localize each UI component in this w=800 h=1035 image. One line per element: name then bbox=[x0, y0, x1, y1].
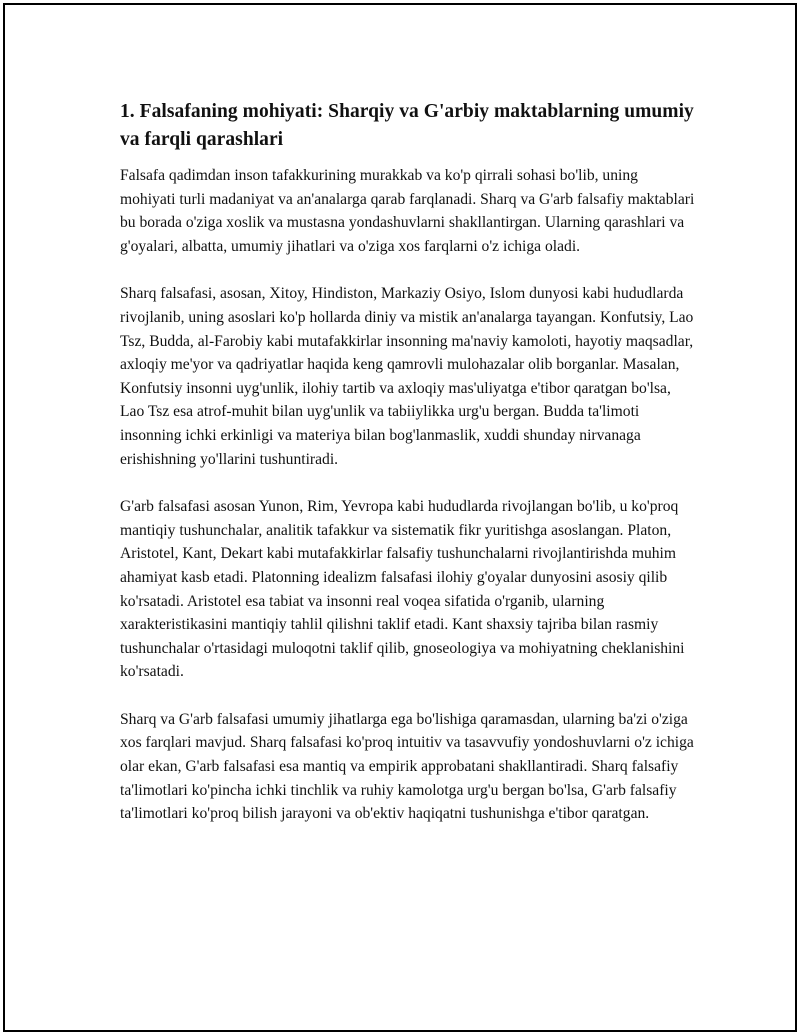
paragraph-western-philosophy: G'arb falsafasi asosan Yunon, Rim, Yevropa kabi hududlarda rivojlangan bo'lib, u ko'proq mantiqiy tushunchalar, analitik tafakkur va sistematik fikr yuritishga asoslangan. Platon, Aristotel, Kant, Dekart kabi mutafakkirlar falsafiy tushunchalarni rivojlantirishda muhim ahamiyat kasb etadi. Platonning idealizm falsafasi ilohiy g'oyalar dunyosini asosiy qilib ko'rsatadi. Aristotel esa tabiat va insonni real voqea sifatida o'rganib, ularning xarakteristikasini mantiqiy tahlil qilishni taklif etadi. Kant shaxsiy tajriba bilan rasmiy tushunchalar o'rtasidagi muloqotni taklif qilib, gnoseologiya va mohiyatning cheklanishini ko'rsatadi. bbox=[120, 498, 685, 681]
paragraph-intro: Falsafa qadimdan inson tafakkurining murakkab va ko'p qirrali sohasi bo'lib, uning mohiyati turli madaniyat va an'analarga qarab farqlanadi. Sharq va G'arb falsafiy maktablari bu borada o'ziga xoslik va mustasna yondashuvlarni shakllantirgan. Ularning qarashlari va g'oyalari, albatta, umumiy jihatlari va o'ziga xos farqlarni o'z ichiga oladi. bbox=[120, 167, 695, 255]
paragraph-eastern-philosophy: Sharq falsafasi, asosan, Xitoy, Hindiston, Markaziy Osiyo, Islom dunyosi kabi hududlarda rivojlanib, uning asoslari ko'p hollarda diniy va mistik an'analarga tayangan. Konfutsiy, Lao Tsz, Budda, al-Farobiy kabi mutafakkirlar insonning ma'naviy kamoloti, hayotiy maqsadlar, axloqiy me'yor va qadriyatlar haqida keng qamrovli mulohazalar olib borganlar. Masalan, Konfutsiy insonni uyg'unlik, ilohiy tartib va axloqiy mas'uliyatga e'tibor qaratgan bo'lsa, Lao Tsz esa atrof-muhit bilan uyg'unlik va tabiiylikka urg'u bergan. Budda ta'limoti insonning ichki erkinligi va materiya bilan bog'lanmaslik, xuddi shunday nirvanaga erishishning yo'llarini tushuntiradi. bbox=[120, 285, 694, 468]
document-body bbox=[120, 98, 695, 850]
paragraph-comparison: Sharq va G'arb falsafasi umumiy jihatlarga ega bo'lishiga qaramasdan, ularning ba'zi o'ziga xos farqlari mavjud. Sharq falsafasi ko'proq intuitiv va tasavvufiy yondoshuvlarni o'z ichiga olar ekan, G'arb falsafasi esa mantiq va empirik approbatani shakllantiradi. Sharq falsafiy ta'limotlari ko'pincha ichki tinchlik va ruhiy kamolotga urg'u bergan bo'lsa, G'arb falsafiy ta'limotlari ko'proq bilish jarayoni va ob'ektiv haqiqatni tushunishga e'tibor qaratgan. bbox=[120, 710, 694, 823]
document-title: 1. Falsafaning mohiyati: Sharqiy va G'arbiy maktablarning umumiy va farqli qarashlari bbox=[120, 101, 694, 150]
page-border bbox=[3, 3, 797, 1032]
